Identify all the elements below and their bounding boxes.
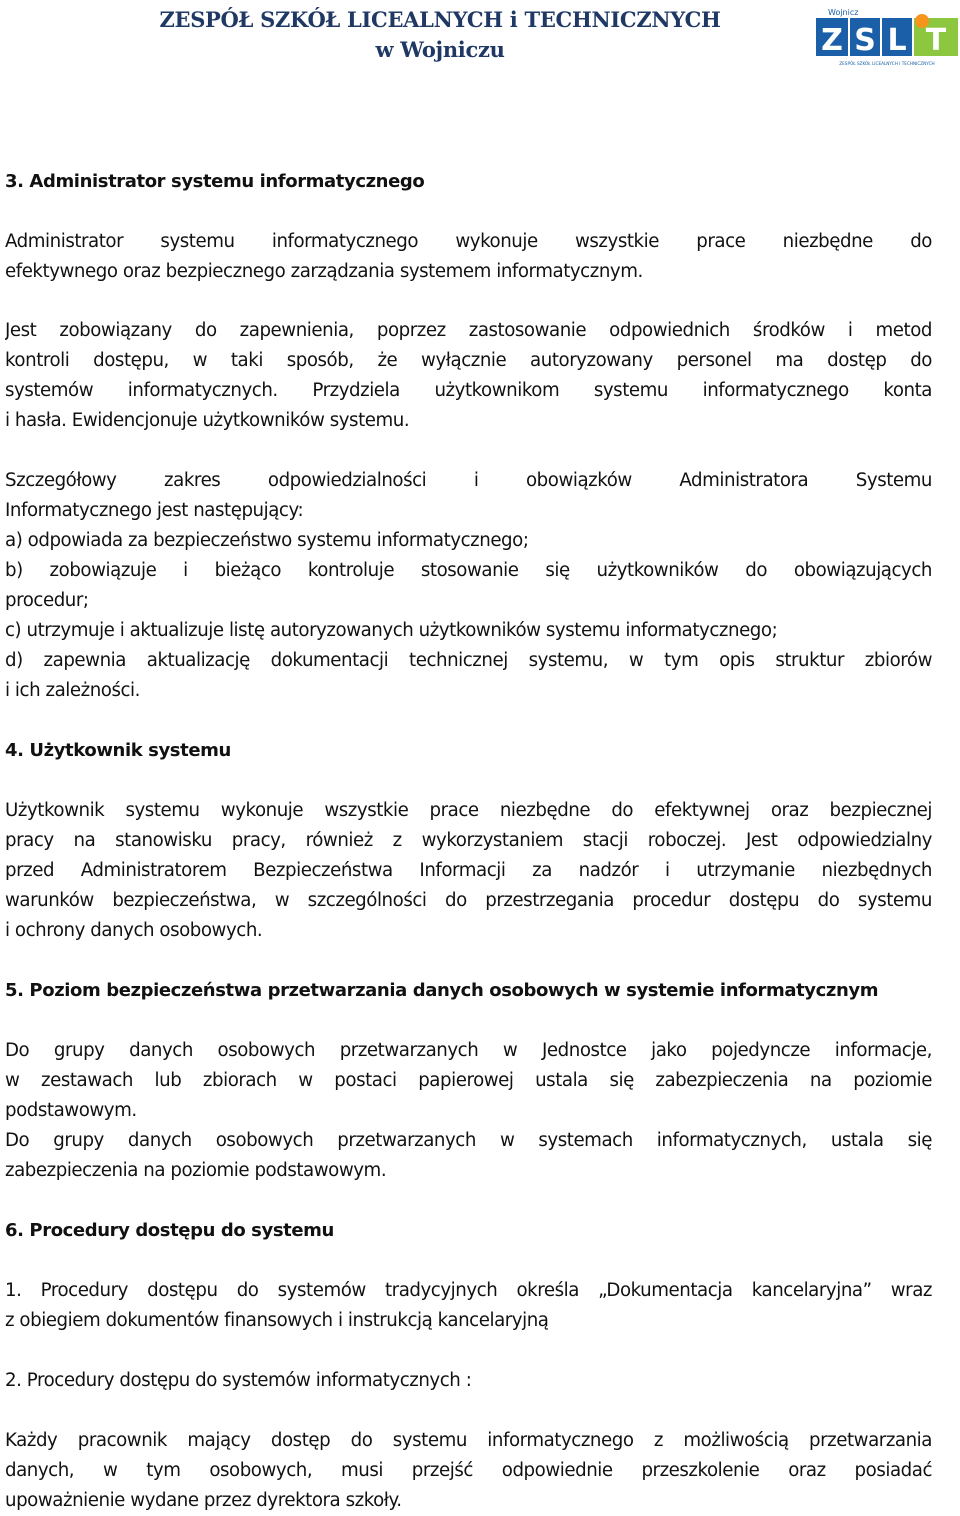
section-6-heading: 6. Procedury dostępu do systemu [5, 1220, 334, 1241]
text-line: Szczegółowy zakres odpowiedzialności i obowiązków Administratora Systemu [5, 470, 932, 491]
section-5-heading: 5. Poziom bezpieczeństwa przetwarzania danych osobowych w systemie informatycznym [5, 980, 879, 1001]
text-line: i ochrony danych osobowych. [5, 920, 263, 941]
text-line: z obiegiem dokumentów finansowych i instrukcją kancelaryjną [5, 1310, 549, 1331]
section-4-heading: 4. Użytkownik systemu [5, 740, 231, 761]
section-6-paragraph-2 [5, 1366, 932, 1396]
text-line: kontroli dostępu, w taki sposób, że wyłącznie autoryzowany personel ma dostęp do [5, 350, 932, 371]
text-line: danych, w tym osobowych, musi przejść odpowiednie przeszkolenie oraz posiadać [5, 1460, 932, 1481]
text-line: efektywnego oraz bezpiecznego zarządzania systemem informatycznym. [5, 261, 643, 282]
text-line: przed Administratorem Bezpieczeństwa Informacji za nadzór i utrzymanie niezbędnych [5, 860, 932, 881]
section-3-paragraph-3 [5, 466, 932, 706]
text-line: Do grupy danych osobowych przetwarzanych w systemach informatycznych, ustala się [5, 1130, 932, 1151]
section-6-paragraph-1 [5, 1276, 932, 1336]
text-line: pracy na stanowisku pracy, również z wykorzystaniem stacji roboczej. Jest odpowiedzialny [5, 830, 932, 851]
section-3-paragraph-1 [5, 227, 932, 287]
section-5-paragraph-1 [5, 1036, 932, 1186]
logo-letter-z: Z [821, 23, 843, 58]
text-line: podstawowym. [5, 1100, 137, 1121]
logo-letter-t: T [925, 23, 947, 58]
school-name-line2: w Wojniczu [375, 37, 505, 62]
logo-letter-s: S [854, 23, 876, 58]
section-4-paragraph-1 [5, 796, 932, 946]
text-line: systemów informatycznych. Przydziela użytkownikom systemu informatycznego konta [5, 380, 932, 401]
school-logo [814, 4, 960, 68]
text-line: i hasła. Ewidencjonuje użytkowników systemu. [5, 410, 410, 431]
list-item-d: d) zapewnia aktualizację dokumentacji technicznej systemu, w tym opis struktur zbiorów [5, 650, 932, 671]
list-item-c: c) utrzymuje i aktualizuje listę autoryzowanych użytkowników systemu informatycznego; [5, 620, 778, 641]
text-line: Każdy pracownik mający dostęp do systemu informatycznego z możliwością przetwarzania [5, 1430, 932, 1451]
text-line: w zestawach lub zbiorach w postaci papierowej ustala się zabezpieczenia na poziomie [5, 1070, 932, 1091]
school-name-line1: ZESPÓŁ SZKÓŁ LICEALNYCH i TECHNICZNYCH [159, 7, 721, 32]
text-line: zabezpieczenia na poziomie podstawowym. [5, 1160, 387, 1181]
section-3-paragraph-2 [5, 316, 932, 436]
text-line: Jest zobowiązany do zapewnienia, poprzez zastosowanie odpowiednich środków i metod [5, 320, 932, 341]
logo-letter-l: L [887, 23, 907, 58]
logo-top-text: Wojnicz [828, 8, 859, 17]
text-line: Administrator systemu informatycznego wykonuje wszystkie prace niezbędne do [5, 231, 932, 252]
list-item-a: a) odpowiada za bezpieczeństwo systemu informatycznego; [5, 530, 529, 551]
list-item-b: b) zobowiązuje i bieżąco kontroluje stosowanie się użytkowników do obowiązujących [5, 560, 932, 581]
section-3-heading: 3. Administrator systemu informatycznego [5, 171, 425, 192]
text-line: upoważnienie wydane przez dyrektora szkoły. [5, 1490, 402, 1511]
text-line: Informatycznego jest następujący: [5, 500, 304, 521]
text-line: warunków bezpieczeństwa, w szczególności do przestrzegania procedur dostępu do systemu [5, 890, 932, 911]
text-line: 2. Procedury dostępu do systemów informatycznych : [5, 1370, 472, 1391]
text-line: 1. Procedury dostępu do systemów tradycyjnych określa „Dokumentacja kancelaryjna” wraz [5, 1280, 932, 1301]
text-line: i ich zależności. [5, 680, 140, 701]
section-6-paragraph-3 [5, 1426, 932, 1516]
logo-caption: ZESPÓŁ SZKÓŁ LICEALNYCH I TECHNICZNYCH [839, 61, 935, 66]
text-line: Użytkownik systemu wykonuje wszystkie prace niezbędne do efektywnej oraz bezpiecznej [5, 800, 932, 821]
text-line: procedur; [5, 590, 89, 611]
text-line: Do grupy danych osobowych przetwarzanych w Jednostce jako pojedyncze informacje, [5, 1040, 932, 1061]
